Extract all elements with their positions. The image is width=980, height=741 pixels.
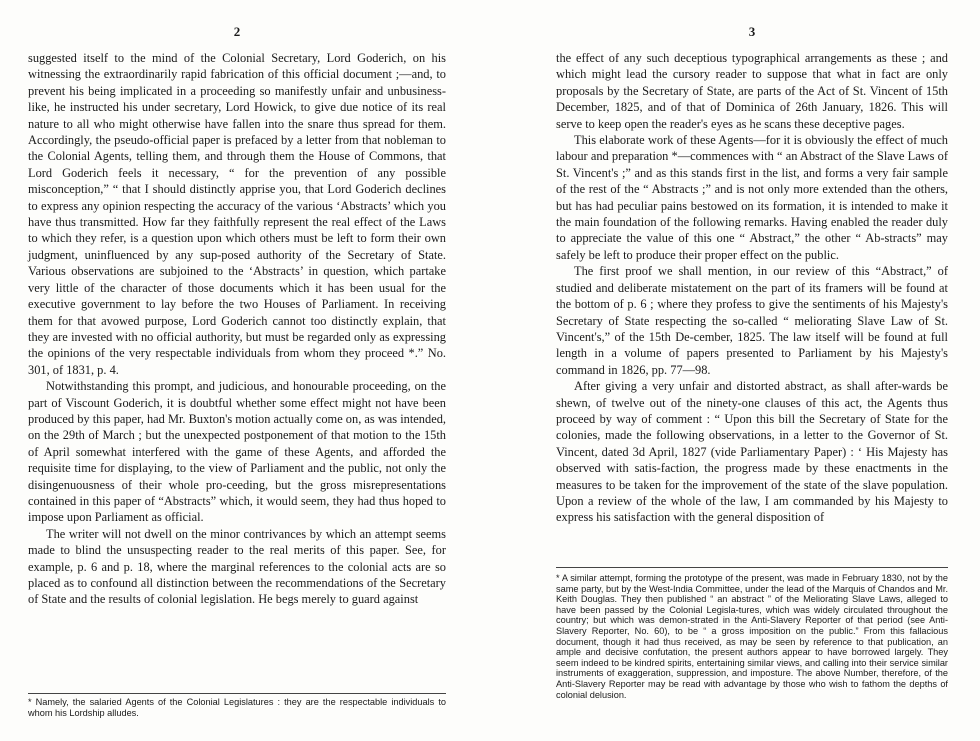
page-body (556, 50, 948, 526)
page-body (28, 50, 446, 608)
left-page (28, 0, 446, 741)
paragraph: The writer will not dwell on the minor contrivances by which an attempt seems made to blind the unsuspecting reader to the real merits of this paper. See, for example, p. 6 and p. 18, where the marginal references to the colonial acts are so placed as to confound all distinction between the recommendations of the Secretary of State and the results of colonial legislation. He begs merely to guard against (28, 526, 446, 607)
footnote: * A similar attempt, forming the prototype of the present, was made in February 1830, not by the same party, but by the West-India Committee, under the lead of the Marquis of Chandos and Mr. Keith Douglas. They then published “ an abstract ” of the Meliorating Slave Laws, alleged to have been passed by the Colonial Legisla-tures, which was widely circulated throughout the country; but which was demon-strated in the Anti-Slavery Reporter of that period (see Anti-Slavery Reporter, No. 60), to be “ a gross imposition on the public.” From this fallacious document, though it had thus received, as may be seen by reference to that publication, an ample and decisive confutation, the present authors appear to have borrowed largely. They seem indeed to be kindred spirits, entertaining similar views, and calling into their service similar instruments of exaggeration, suppression, and imposture. The above Number, therefore, of the Anti-Slavery Reporter may be read with advantage by those who wish to fathom the depths of colonial delusion. (556, 573, 948, 700)
footnote-rule (28, 693, 446, 694)
paragraph: After giving a very unfair and distorted abstract, as shall after-wards be shewn, of twelve out of the ninety-one clauses of this act, the Agents thus proceed by way of comment : “ Upon this bill the Secretary of State for the colonies, made the following observations, in a letter to the Governor of St. Vincent, dated 3d April, 1827 (vide Parliamentary Paper) : ‘ His Majesty has observed with satis-faction, the progress made by these enactments in the measures to be taken for the improvement of the state of the slave population. Upon a review of the whole of the law, I am commanded by his Majesty to express his satisfaction with the general disposition of (556, 379, 948, 525)
footnote-rule (556, 567, 948, 568)
paragraph: suggested itself to the mind of the Colonial Secretary, Lord Goderich, on his witnessing the extraordinarily rapid fabrication of this official document ;—and, to prevent his being implicated in a proceeding so manifestly unfair and unbusiness-like, he instructed his under secretary, Lord Howick, to give due notice of its real nature to all who might otherwise have fallen into the snare thus spread for them. Accordingly, the pseudo-official paper is prefaced by a letter from that nobleman to the Colonial Agents, telling them, and through them the House of Commons, that Lord Goderich feels it necessary, “ for the prevention of any possible misconception,” “ that I should distinctly apprise you, that Lord Goderich declines to express any opinion respecting the accuracy of the various ‘Abstracts’ which you have thus transmitted. How far they faithfully represent the real effect of the Laws to which they refer, is a question upon which others must be left to form their own judgment, uninfluenced by any sup-posed authority of the Secretary of State. Various observations are subjoined to the ‘Abstracts’ in question, which partake very little of the character of those documents which it has been usual for the executive government to lay before the two Houses of Parliament. In receiving them for that avowed purpose, Lord Goderich cannot too distinctly explain, that they are invested with no official authority, but must be regarded only as expressing the opinions of the very respectable individuals from whom they proceed *.” No. 301, of 1831, p. 4. (28, 51, 446, 377)
page-number: 3 (748, 24, 756, 39)
paragraph: This elaborate work of these Agents—for it is obviously the effect of much labour and preparation *—commences with “ an Abstract of the Slave Laws of St. Vincent's ;” and as this stands first in the list, and forms a very fair sample of the rest of the “ Abstracts ;” and is not only more extended than the others, but has had peculiar pains bestowed on its formation, it is intended to make it the main foundation of the following remarks. Having enabled the reader duly to appreciate the value of this one “ Abstract,” the other “ Ab-stracts” may safely be left to produce their proper effect on the public. (556, 133, 948, 262)
paragraph: the effect of any such deceptious typographical arrangements as these ; and which might lead the cursory reader to suppose that what in fact are only proposals by the Secretary of State, are parts of the Act of St. Vincent of 15th December, 1825, and of that of Dominica of 26th January, 1826. This will serve to keep open the reader's eyes as he scans these deceptive pages. (556, 51, 948, 131)
paragraph: Notwithstanding this prompt, and judicious, and honourable proceeding, on the part of Viscount Goderich, it is doubtful whether some effect might not have been produced by this paper, had Mr. Buxton's motion actually come on, as was intended, on the 29th of March ; but the unexpected postponement of that motion to the 15th of April somewhat interfered with the game of these Agents, and afforded the requisite time for displaying, to the view of Parliament and the public, not only the disingenuousness of their whole pro-ceeding, but the gross misrepresentations contained in this paper of “Abstracts” which, it would seem, they had thus hoped to impose upon Parliament as official. (28, 379, 446, 525)
footnote: * Namely, the salaried Agents of the Colonial Legislatures : they are the respectable individuals to whom his Lordship alludes. (28, 697, 446, 718)
paragraph: The first proof we shall mention, in our review of this “Abstract,” of studied and deliberate mistatement on the part of its framers will be found at the bottom of p. 6 ; where they profess to give the sentiments of his Majesty's Secretary of State respecting the so-called “ meliorating Slave Law of St. Vincent's,” of the 15th De-cember, 1825. The law itself will be found at full length in a volume of papers presented to Parliament by his Majesty's command in 1826, pp. 77—98. (556, 264, 948, 377)
page-number: 2 (233, 24, 241, 39)
right-page (556, 0, 948, 741)
gutter (496, 0, 497, 741)
